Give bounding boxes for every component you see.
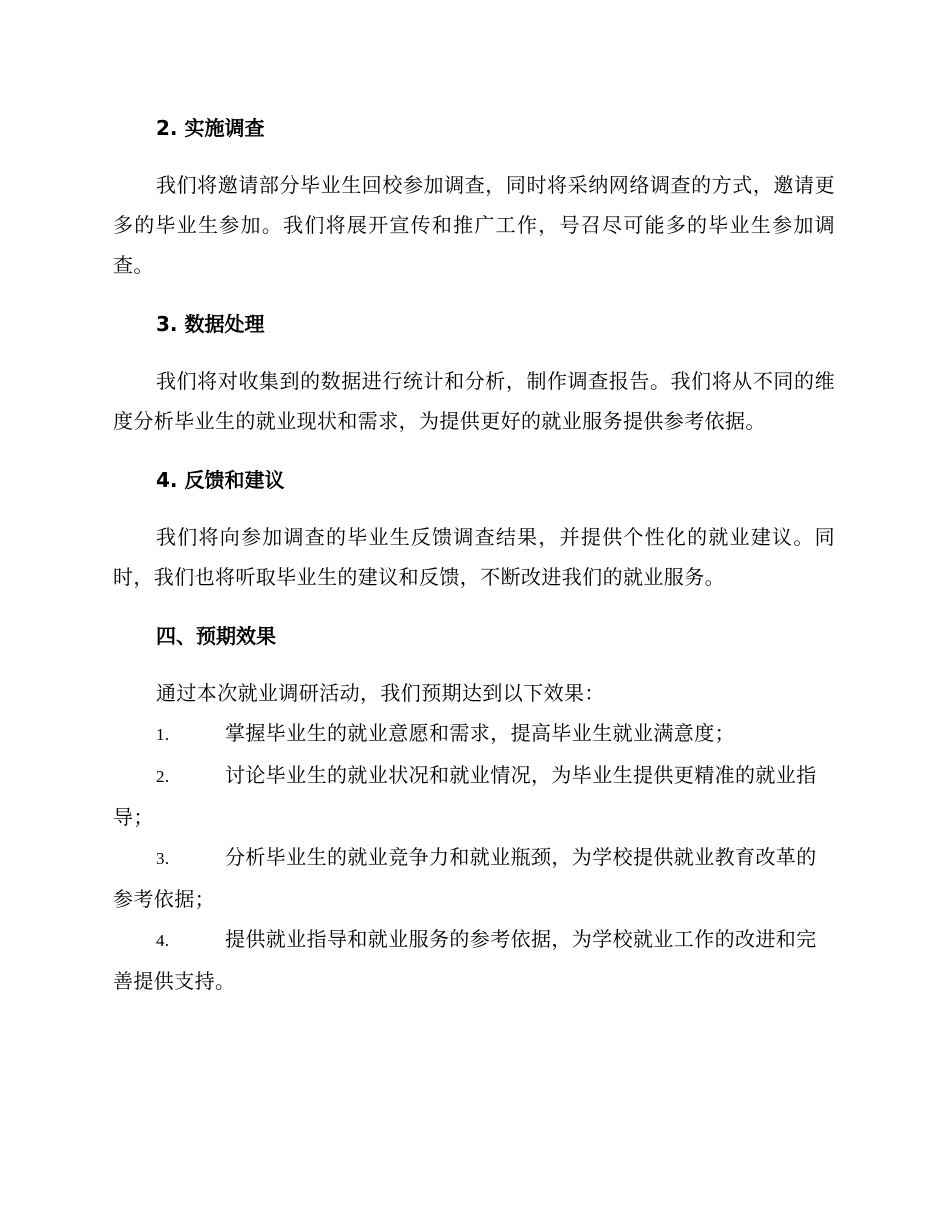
list-item-number: 4.: [156, 931, 170, 950]
list-item-text: 掌握毕业生的就业意愿和需求，提高毕业生就业满意度；: [225, 721, 735, 745]
section-heading-feedback: 4. 反馈和建议: [156, 468, 285, 492]
document-page: [113, 108, 835, 1001]
list-item-number: 2.: [156, 767, 170, 786]
paragraph-feedback: 我们将向参加调查的毕业生反馈调查结果，并提供个性化的就业建议。同时，我们也将听取毕业生的建议和反馈，不断改进我们的就业服务。: [113, 525, 835, 589]
list-item: [113, 837, 835, 919]
section-heading-expected-effects: 四、预期效果: [156, 624, 276, 648]
list-item-number: 3.: [156, 849, 170, 868]
paragraph-data-processing: 我们将对收集到的数据进行统计和分析，制作调查报告。我们将从不同的维度分析毕业生的就业现状和需求，为提供更好的就业服务提供参考依据。: [113, 369, 835, 433]
list-item-text: 分析毕业生的就业竞争力和就业瓶颈，为学校提供就业教育改革的参考依据；: [113, 845, 817, 911]
list-item: [113, 713, 835, 755]
list-item: [113, 755, 835, 837]
list-item-text: 提供就业指导和就业服务的参考依据，为学校就业工作的改进和完善提供支持。: [113, 927, 817, 993]
list-item-number: 1.: [156, 725, 170, 744]
list-item-text: 讨论毕业生的就业状况和就业情况，为毕业生提供更精准的就业指导；: [113, 763, 817, 829]
list-item: [113, 919, 835, 1001]
paragraph-implement-survey: 我们将邀请部分毕业生回校参加调查，同时将采纳网络调查的方式，邀请更多的毕业生参加。我们将展开宣传和推广工作，号召尽可能多的毕业生参加调查。: [113, 173, 835, 277]
paragraph-expected-effects-intro: 通过本次就业调研活动，我们预期达到以下效果：: [156, 681, 605, 705]
section-heading-data-processing: 3. 数据处理: [156, 312, 265, 336]
section-heading-implement-survey: 2. 实施调查: [156, 116, 265, 140]
